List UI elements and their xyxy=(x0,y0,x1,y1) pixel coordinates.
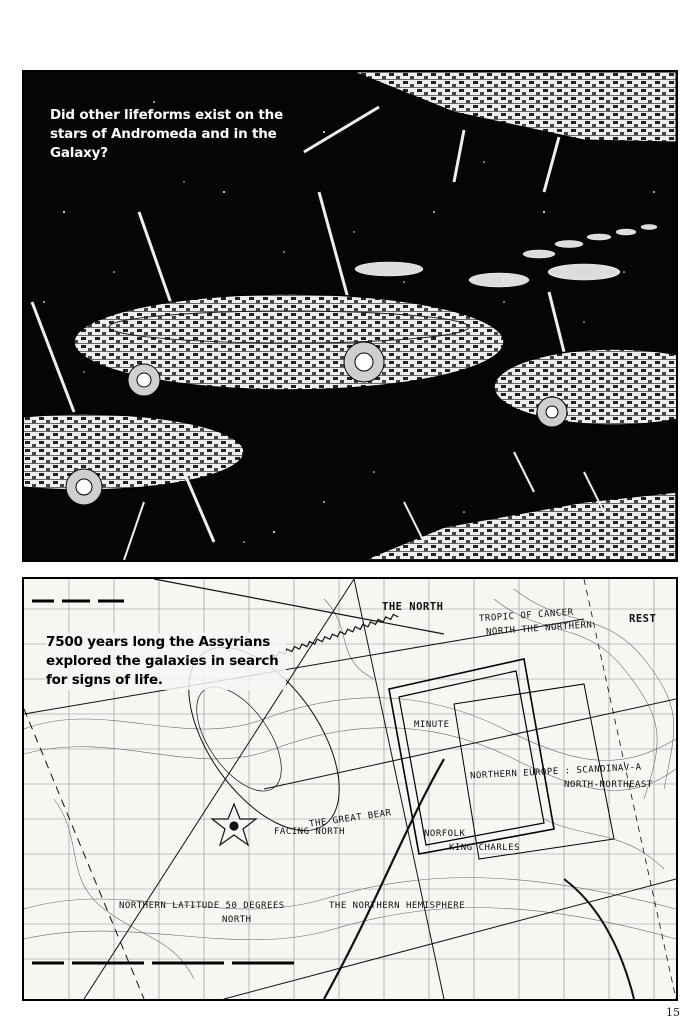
label-latitude-north: NORTH xyxy=(222,915,252,925)
page-number: 15 xyxy=(666,1006,680,1019)
label-charles: KING CHARLES xyxy=(449,843,521,853)
label-minute: MINUTE xyxy=(414,720,450,730)
map-rectangles xyxy=(389,659,614,859)
zigzag-line xyxy=(268,613,399,659)
distant-ships xyxy=(355,225,657,288)
ship-bottom-right xyxy=(364,472,676,560)
ship-center xyxy=(32,192,504,412)
label-latitude: NORTHERN LATITUDE 50 DEGREES xyxy=(119,901,285,911)
label-north-northeast: NORTH-NORTHEAST xyxy=(564,780,653,790)
space-caption: Did other lifeforms exist on the stars of Andromeda and in the Galaxy? xyxy=(50,107,284,161)
label-the-north: THE NORTH xyxy=(382,601,444,613)
label-facing-north: FACING NORTH xyxy=(274,827,346,837)
label-europe: NORTHERN EUROPE : SCANDINAV-A xyxy=(469,762,642,782)
label-north-northern: NORTH THE NORTHERN xyxy=(485,620,593,638)
label-great-bear: THE GREAT BEAR xyxy=(308,808,393,830)
ship-top-right xyxy=(304,72,676,192)
label-norfolk: NORFOLK xyxy=(424,829,466,839)
star-map-panel xyxy=(22,577,678,1001)
space-panel xyxy=(22,70,678,562)
star-symbol xyxy=(212,804,256,845)
label-hemisphere: THE NORTHERN HEMISPHERE xyxy=(329,901,466,911)
ship-right xyxy=(494,292,676,492)
label-rest: REST xyxy=(629,613,657,625)
map-caption: 7500 years long the Assyrians explored the galaxies in search for signs of life. xyxy=(46,633,286,690)
label-tropic: TROPIC OF CANCER xyxy=(478,607,574,625)
ship-left xyxy=(24,414,244,560)
